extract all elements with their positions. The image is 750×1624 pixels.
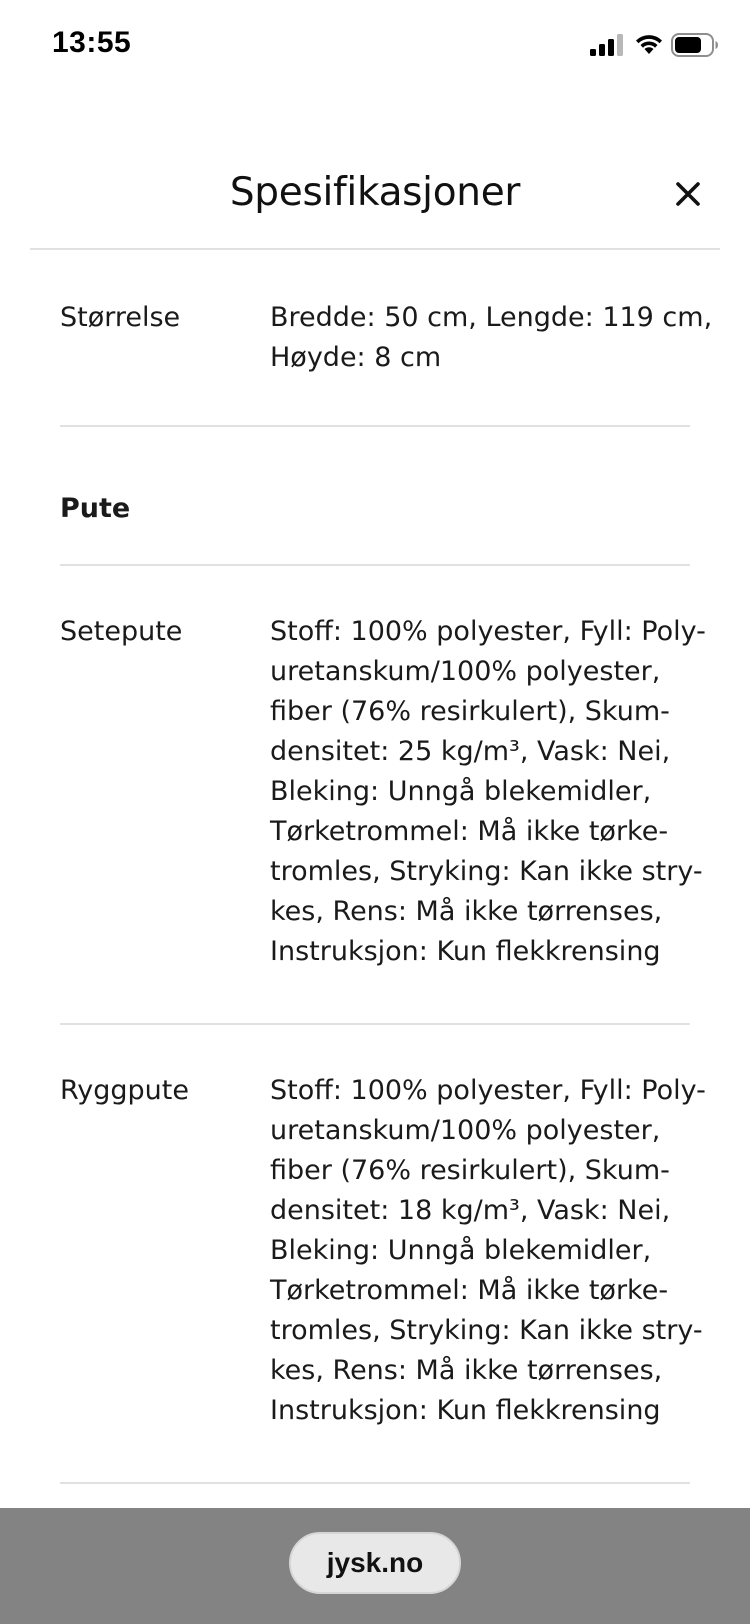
spec-value <box>270 1071 706 1482</box>
status-time: 13:55 <box>52 26 132 59</box>
spec-label: Ryggpute <box>60 1075 189 1106</box>
spec-value-line: uretanskum/100% polyester, <box>270 656 661 687</box>
spec-section-heading: Pute <box>60 492 131 524</box>
spec-section-pute <box>60 427 690 566</box>
spec-value <box>270 298 712 425</box>
spec-value-line: Instruksjon: Kun flekkrensing <box>270 1395 661 1426</box>
browser-bottom-bar <box>0 1508 750 1624</box>
spec-value-line: uretanskum/100% polyester, <box>270 1115 661 1146</box>
close-button[interactable] <box>660 166 716 222</box>
spec-value-line: Høyde: 8 cm <box>270 342 442 373</box>
wifi-icon <box>634 32 664 56</box>
spec-value-line: Bleking: Unngå blekemidler, <box>270 1235 652 1266</box>
battery-icon <box>671 33 719 57</box>
spec-value-line: kes, Rens: Må ikke tørrenses, <box>270 1355 663 1386</box>
spec-value-line: tromles, Stryking: Kan ikke stry- <box>270 856 703 887</box>
spec-value-line: densitet: 25 kg/m³, Vask: Nei, <box>270 736 671 767</box>
spec-list <box>60 252 713 1484</box>
spec-value-line: kes, Rens: Må ikke tørrenses, <box>270 896 663 927</box>
spec-value-line: Stoff: 100% polyester, Fyll: Poly- <box>270 1075 706 1106</box>
spec-label: Størrelse <box>60 302 181 333</box>
close-icon <box>675 181 701 207</box>
spec-row-ryggpute <box>60 1025 706 1484</box>
spec-value-line: Instruksjon: Kun flekkrensing <box>270 936 661 967</box>
cellular-signal-icon <box>590 34 624 56</box>
url-address-pill[interactable]: jysk.no <box>289 1532 461 1594</box>
spec-value <box>270 612 706 1023</box>
spec-value-line: fiber (76% resirkulert), Skum- <box>270 1155 670 1186</box>
status-bar <box>0 0 750 90</box>
spec-value-line: tromles, Stryking: Kan ikke stry- <box>270 1315 703 1346</box>
spec-row-storrelse <box>60 252 713 427</box>
spec-row-setepute <box>60 566 706 1025</box>
spec-value-line: Bredde: 50 cm, Lengde: 119 cm, <box>270 302 713 333</box>
spec-value-line: fiber (76% resirkulert), Skum- <box>270 696 670 727</box>
spec-value-line: Tørketrommel: Må ikke tørke- <box>270 1275 669 1306</box>
spec-label: Setepute <box>60 616 183 647</box>
modal-header <box>30 150 720 250</box>
spec-value-line: Bleking: Unngå blekemidler, <box>270 776 652 807</box>
spec-value-line: Stoff: 100% polyester, Fyll: Poly- <box>270 616 706 647</box>
spec-value-line: densitet: 18 kg/m³, Vask: Nei, <box>270 1195 671 1226</box>
modal-title: Spesifikasjoner <box>229 170 521 215</box>
spec-value-line: Tørketrommel: Må ikke tørke- <box>270 816 669 847</box>
